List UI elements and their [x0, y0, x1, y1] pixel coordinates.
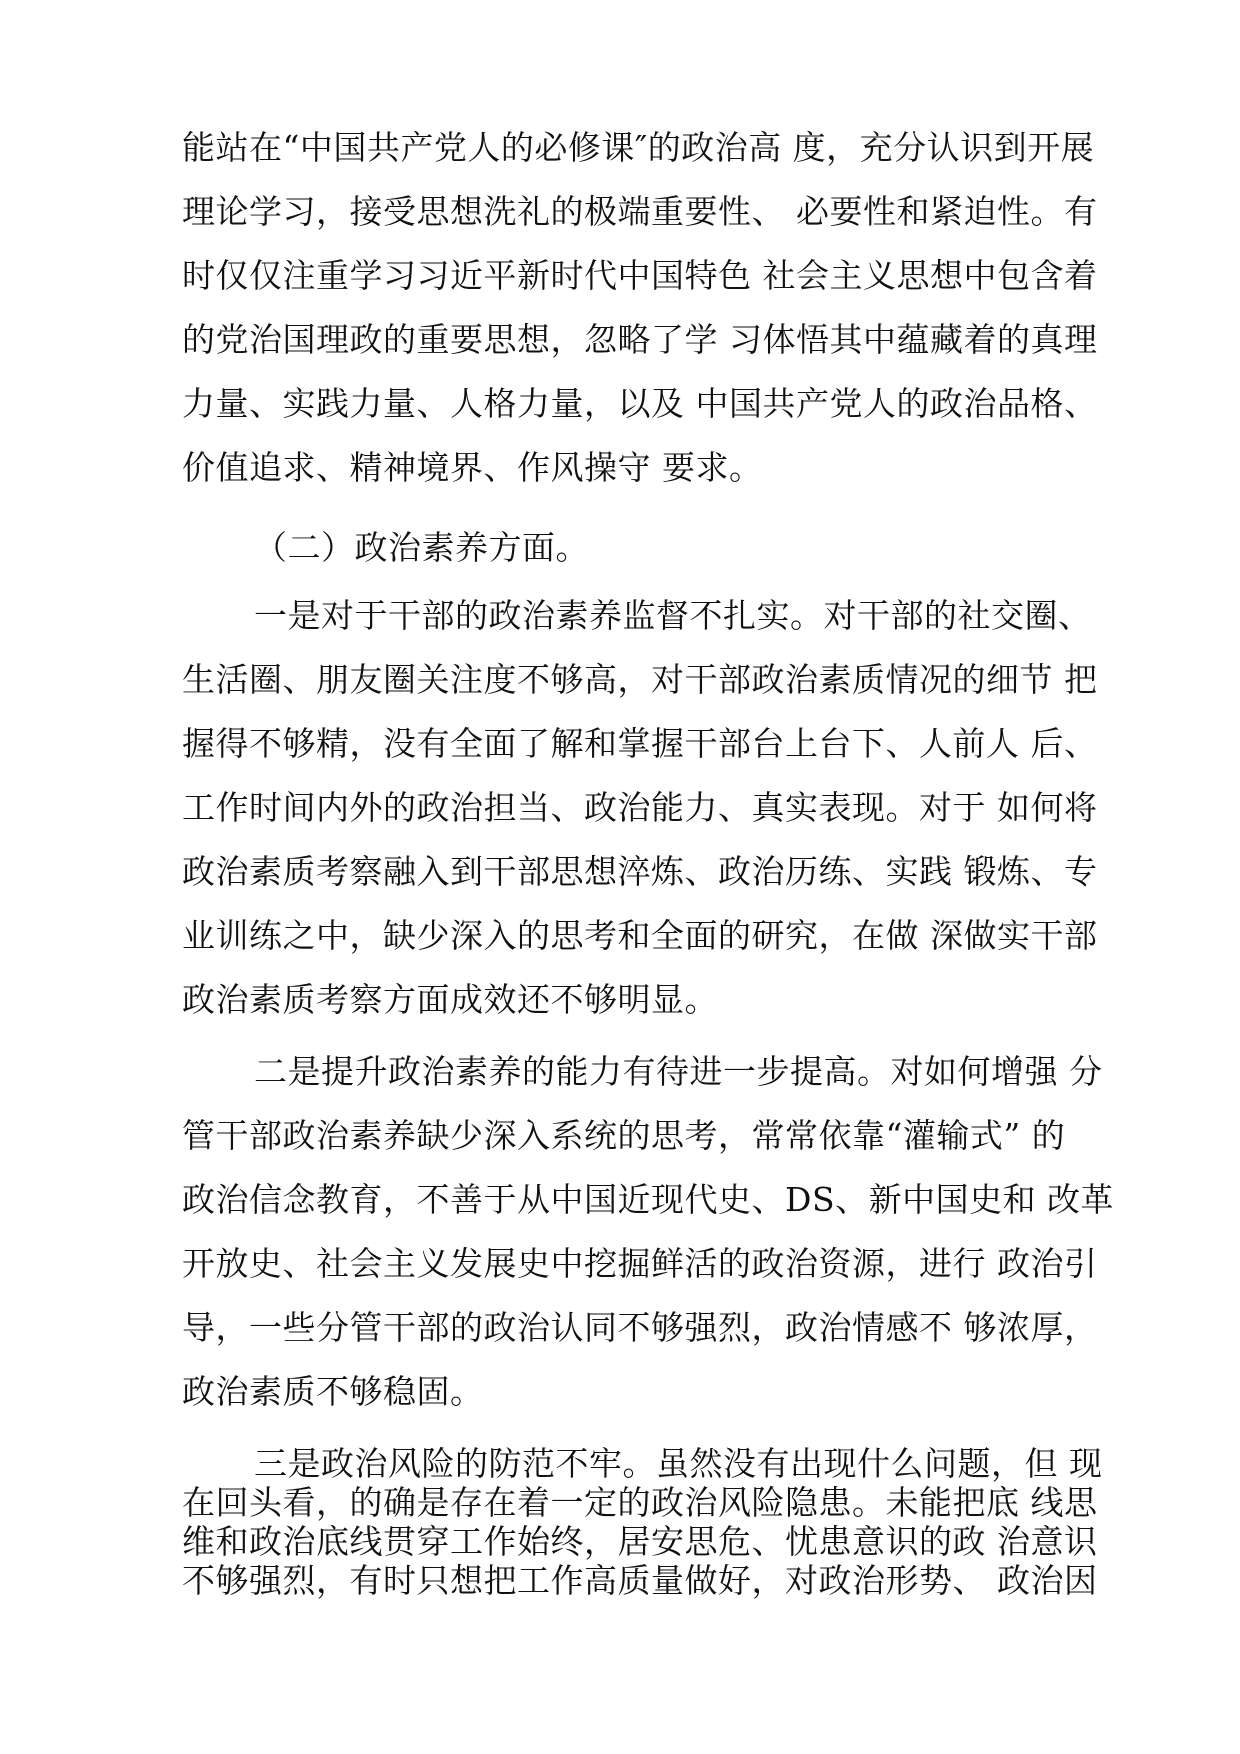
text-line: 生活圈、朋友圈关注度不够高，对干部政治素质情况的细节 把 — [182, 660, 1098, 699]
text-line: 开放史、社会主义发展史中挖掘鲜活的政治资源，进行 政治引 — [182, 1244, 1098, 1283]
text-line: 二是提升政治素养的能力有待进一步提高。对如何增强 分 — [254, 1052, 1103, 1091]
paragraph-one — [182, 584, 1098, 1032]
text-line: 政治素质考察融入到干部思想淬炼、政治历练、实践 锻炼、专 — [182, 852, 1098, 891]
text-line: 不够强烈，有时只想把工作高质量做好，对政治形势、 政治因 — [182, 1561, 1098, 1600]
text-line: 能站在“中国共产党人的必修课″的政治高 度，充分认识到开展 — [182, 128, 1095, 167]
text-line: 理论学习，接受思想洗礼的极端重要性、 必要性和紧迫性。有 — [182, 192, 1098, 231]
text-line: 在回头看，的确是存在着一定的政治风险隐患。未能把底 线思 — [182, 1483, 1098, 1522]
text-line: 维和政治底线贯穿工作始终，居安思危、忧患意识的政 治意识 — [182, 1522, 1098, 1561]
text-line: 价值追求、精神境界、作风操守 要求。 — [182, 448, 763, 487]
paragraph-intro — [182, 116, 1098, 500]
section-heading-block — [182, 516, 1062, 580]
paragraph-two — [182, 1040, 1115, 1424]
text-line: 政治素质考察方面成效还不够明显。 — [182, 980, 718, 1019]
text-line: 力量、实践力量、人格力量，以及 中国共产党人的政治品格、 — [182, 384, 1098, 423]
text-line: 时仅仅注重学习习近平新时代中国特色 社会主义思想中包含着 — [182, 256, 1098, 295]
section-heading: （二）政治素养方面。 — [254, 528, 589, 567]
text-line: 的党治国理政的重要思想，忽略了学 习体悟其中蕴藏着的真理 — [182, 320, 1098, 359]
text-line: 政治信念教育，不善于从中国近现代史、DS、新中国史和 改革 — [182, 1180, 1115, 1219]
text-line: 政治素质不够稳固。 — [182, 1372, 484, 1411]
text-line: 管干部政治素养缺少深入系统的思考，常常依靠“灌输式” 的 — [182, 1116, 1066, 1155]
text-line: 工作时间内外的政治担当、政治能力、真实表现。对于 如何将 — [182, 788, 1098, 827]
paragraph-three — [182, 1444, 1103, 1600]
text-line: 握得不够精，没有全面了解和掌握干部台上台下、人前人 后、 — [182, 724, 1098, 763]
text-line: 三是政治风险的防范不牢。虽然没有出现什么问题，但 现 — [254, 1444, 1103, 1483]
text-line: 一是对于干部的政治素养监督不扎实。对干部的社交圈、 — [254, 596, 1092, 635]
text-line: 导，一些分管干部的政治认同不够强烈，政治情感不 够浓厚， — [182, 1308, 1098, 1347]
text-line: 业训练之中，缺少深入的思考和全面的研究，在做 深做实干部 — [182, 916, 1098, 955]
